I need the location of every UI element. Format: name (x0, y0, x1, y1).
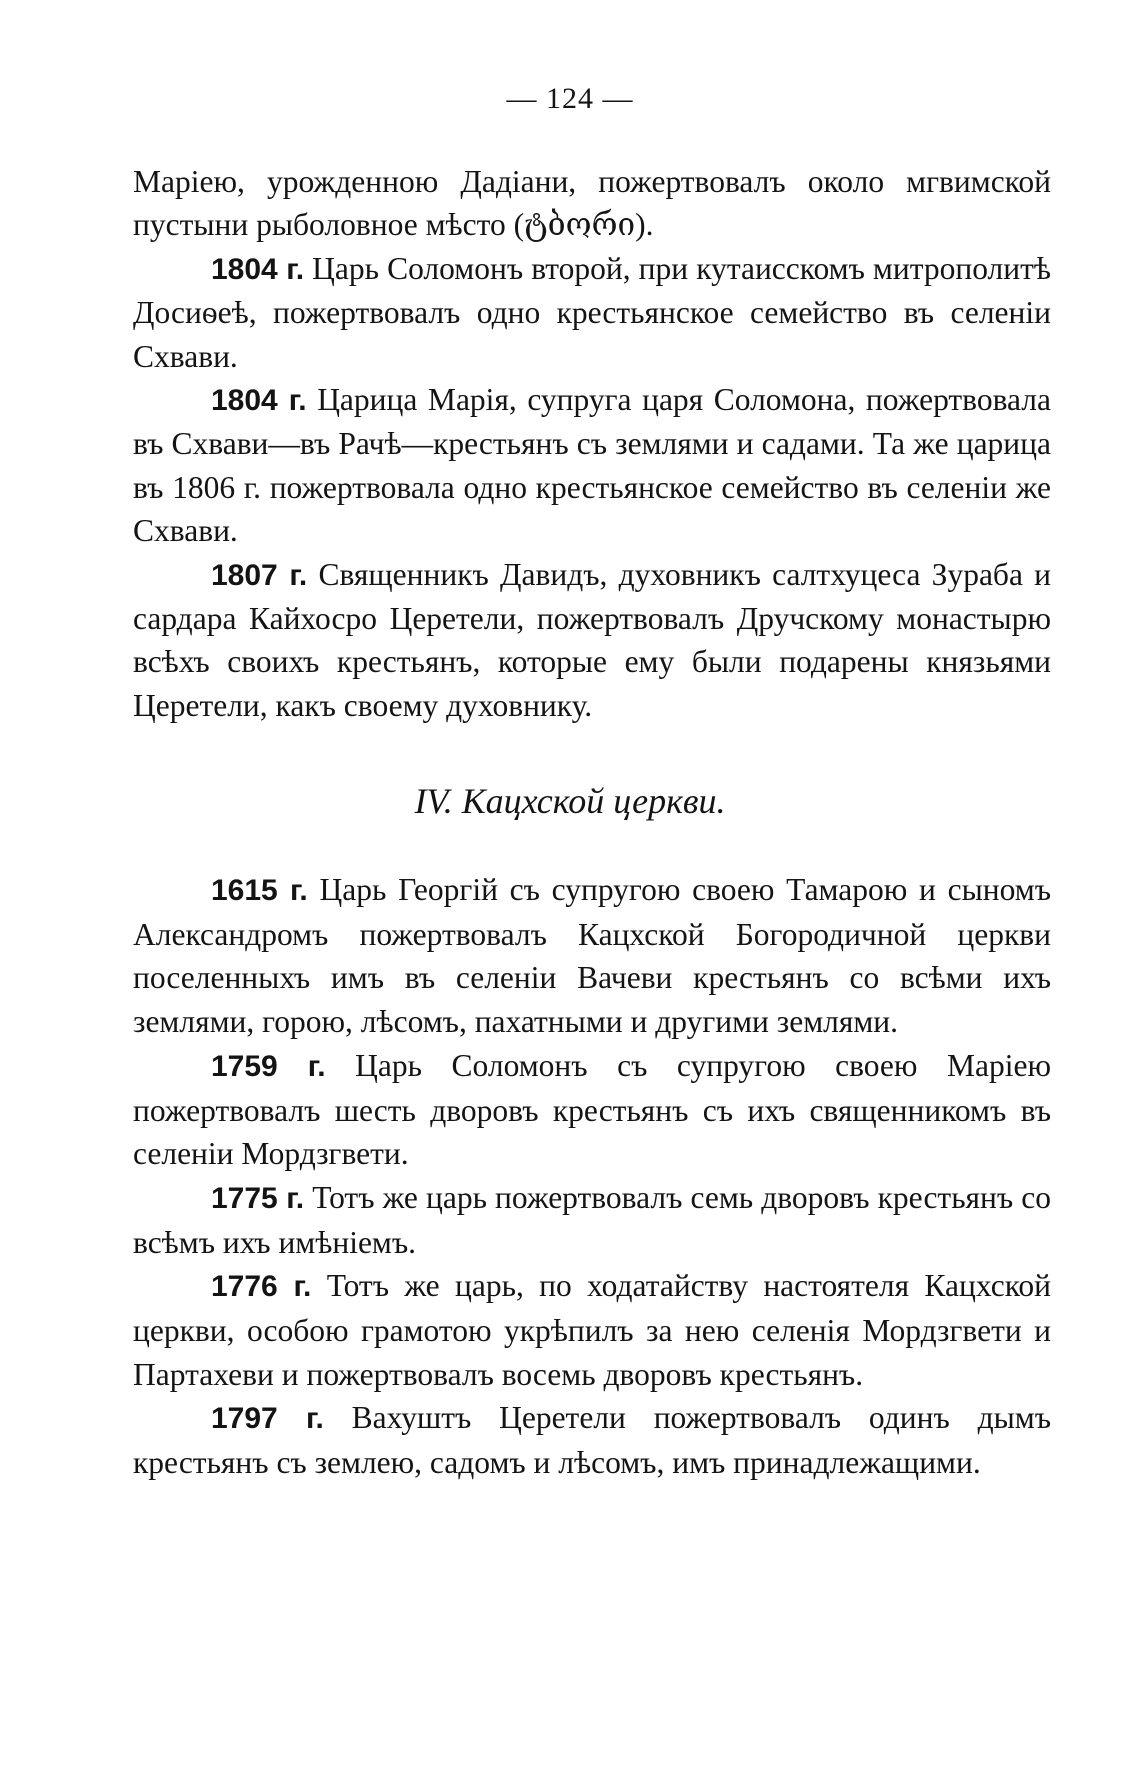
year-label: 1775 г. (211, 1181, 305, 1215)
paragraph-text: Священникъ Давидъ, духовникъ салтхуцеса Зураба и сардара Кайхосро Церетели, пожертвовалъ Дручскому монастырю всѣхъ своихъ крестьянъ, которые ему были подарены князьями Церетели, какъ своему духовнику. (133, 556, 1052, 723)
year-label: 1759 г. (211, 1049, 326, 1083)
paragraph (133, 247, 1051, 378)
year-label: 1807 г. (211, 558, 308, 592)
year-label: 1615 г. (211, 874, 308, 907)
body-text-section (133, 868, 1051, 1485)
paragraph-text: Тотъ же царь пожертвовалъ семь дворовъ крестьянъ со всѣмъ ихъ имѣніемъ. (133, 1179, 1052, 1260)
paragraph (133, 553, 1051, 728)
paragraph-text: Вахуштъ Церетели пожертвовалъ одинъ дымъ крестьянъ съ землею, садомъ и лѣсомъ, имъ принадлежащими. (133, 1400, 1051, 1481)
page-number: — 124 — (506, 82, 634, 115)
paragraph (133, 1264, 1051, 1396)
paragraph-text: Тотъ же царь, по ходатайству настоятеля Кацхской церкви, особою грамотою укрѣпилъ за нею селенія Мордзгвети и Партахеви и пожертвовалъ восемь дворовъ крестьянъ. (133, 1268, 1051, 1392)
paragraph (133, 1176, 1051, 1264)
paragraph (133, 1396, 1051, 1484)
paragraph (133, 160, 1051, 247)
year-label: 1797 г. (211, 1402, 324, 1436)
paragraph (133, 1044, 1051, 1176)
paragraph-text: Маріею, урожденною Дадіани, пожертвовалъ около мгвимской пустыни рыболовное мѣсто (ტბორი). (133, 164, 1051, 243)
year-label: 1804 г. (211, 384, 307, 418)
section-heading: IV. Кацхской церкви. (414, 781, 726, 821)
paragraph (133, 378, 1051, 553)
paragraph-text: Царь Георгій съ супругою своею Тамарою и сыномъ Александромъ пожертвовалъ Кацхской Богородичной церкви поселенныхъ имъ въ селеніи Вачеви крестьянъ со всѣми ихъ землями, горою, лѣсомъ, пахатными и другими землями. (133, 872, 1051, 1040)
paragraph-text: Царь Соломонъ съ супругою своею Маріею пожертвовалъ шесть дворовъ крестьянъ съ ихъ священникомъ въ селеніи Мордзгвети. (133, 1047, 1051, 1172)
paragraph-text: Царь Соломонъ второй, при кутаисскомъ митрополитѣ Досиѳеѣ, пожертвовалъ одно крестьянское семейство въ селеніи Схвави. (133, 250, 1051, 374)
year-label: 1776 г. (211, 1270, 312, 1304)
paragraph (133, 868, 1051, 1044)
body-text-top (133, 160, 1051, 727)
year-label: 1804 г. (211, 252, 305, 286)
paragraph-text: Царица Марія, супруга царя Соломона, пожертвовала въ Схвави—въ Рачѣ—крестьянъ съ землями и садами. Та же царица въ 1806 г. пожертвовала одно крестьянское семейство въ селеніи же Схвави. (133, 382, 1052, 549)
